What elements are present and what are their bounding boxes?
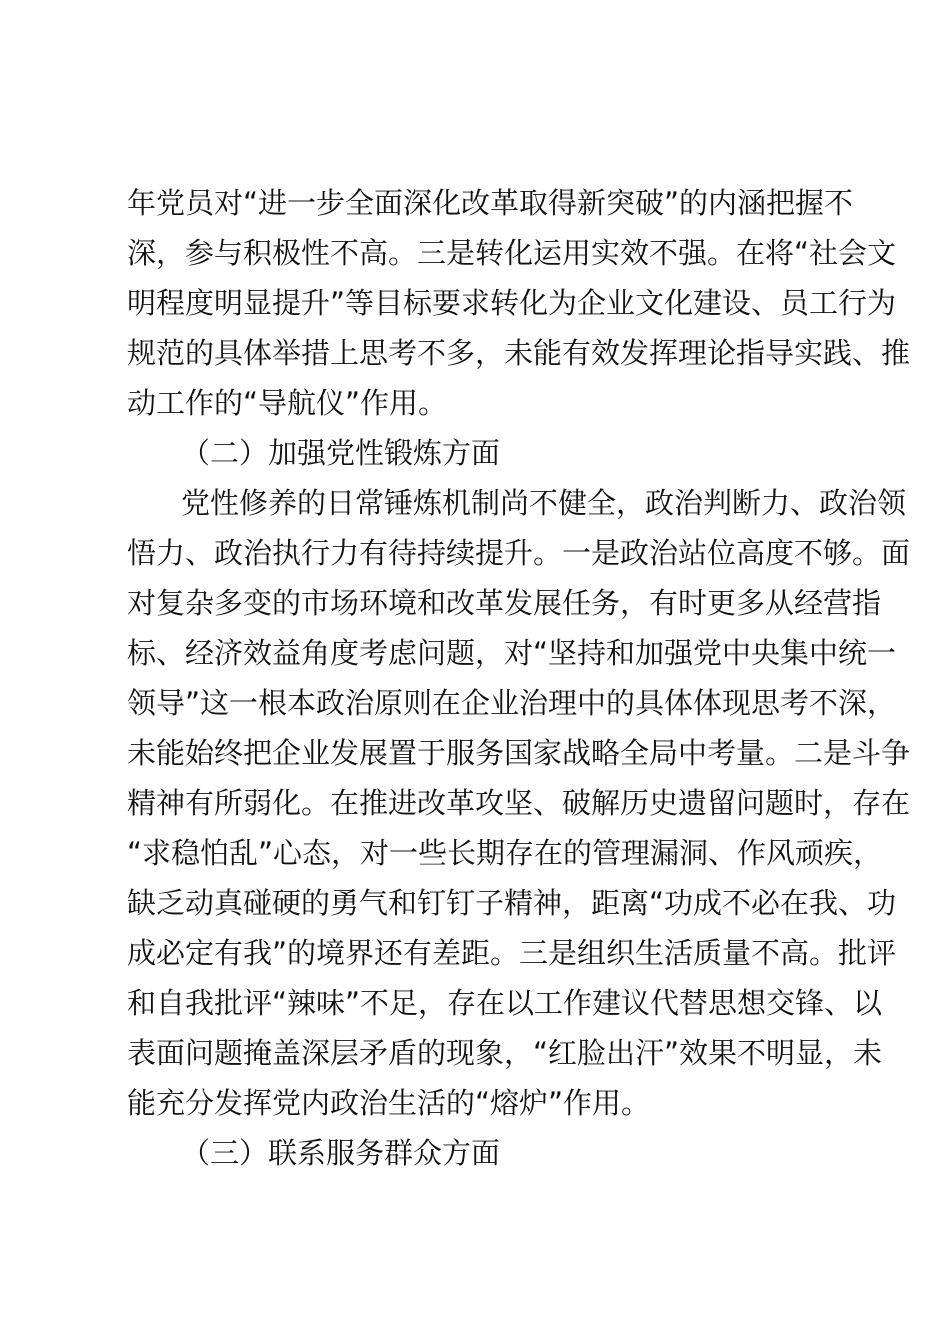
paragraph-line: 精神有所弱化。在推进改革攻坚、破解历史遗留问题时，存在 <box>127 786 911 820</box>
paragraph-line: 悟力、政治执行力有待持续提升。一是政治站位高度不够。面 <box>127 536 911 570</box>
paragraph-line: 缺乏动真碰硬的勇气和钉钉子精神，距离“功成不必在我、功 <box>127 886 897 920</box>
section-2 <box>127 428 911 1128</box>
paragraph-line: 领导”这一根本政治原则在企业治理中的具体体现思考不深， <box>127 686 897 720</box>
paragraph-line: 年党员对“进一步全面深化改革取得新突破”的内涵把握不 <box>127 186 854 220</box>
paragraph-line: 表面问题掩盖深层矛盾的现象，“红脸出汗”效果不明显，未 <box>127 1036 883 1070</box>
section-heading: （三）联系服务群众方面 <box>181 1136 501 1170</box>
paragraph-line: 动工作的“导航仪”作用。 <box>127 386 448 420</box>
paragraph-line: 对复杂多变的市场环境和改革发展任务，有时更多从经营指 <box>127 586 882 620</box>
paragraph-line: 能充分发挥党内政治生活的“熔炉”作用。 <box>127 1086 651 1120</box>
paragraph-line: 成必定有我”的境界还有差距。三是组织生活质量不高。批评 <box>127 936 897 970</box>
paragraph-line: 标、经济效益角度考虑问题，对“坚持和加强党中央集中统一 <box>127 636 897 670</box>
paragraph-line: 未能始终把企业发展置于服务国家战略全局中考量。二是斗争 <box>127 736 911 770</box>
section-3 <box>127 1128 833 1178</box>
paragraph-line: 规范的具体举措上思考不多，未能有效发挥理论指导实践、推 <box>127 336 911 370</box>
paragraph-line: 深，参与积极性不高。三是转化运用实效不强。在将“社会文 <box>127 236 897 270</box>
paragraph-line: 和自我批评“辣味”不足，存在以工作建议代替思想交锋、以 <box>127 986 883 1020</box>
section-heading: （二）加强党性锻炼方面 <box>181 436 501 470</box>
paragraph-line: “求稳怕乱”心态，对一些长期存在的管理漏洞、作风顽疾， <box>127 836 883 870</box>
paragraph-line: 明程度明显提升”等目标要求转化为企业文化建设、员工行为 <box>127 286 897 320</box>
document-page <box>127 178 911 1178</box>
paragraph-line: 党性修养的日常锤炼机制尚不健全，政治判断力、政治领 <box>181 486 907 520</box>
section-1-tail <box>127 178 911 428</box>
